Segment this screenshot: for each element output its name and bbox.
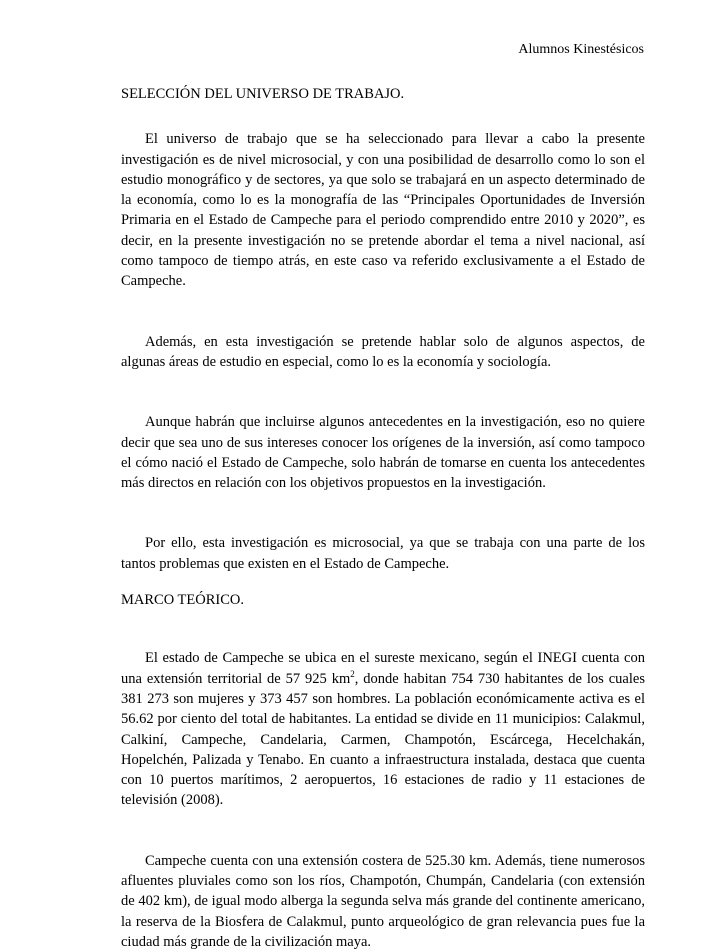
paragraph-marco-1 — [121, 648, 645, 810]
page-header: Alumnos Kinestésicos — [518, 42, 644, 57]
paragraph-universo-4: Por ello, esta investigación es microsocial, ya que se trabaja con una parte de los tantos problemas que existen en el Estado de Campeche. — [121, 535, 645, 572]
paragraph-marco-1-text-b: , donde habitan 754 730 habitantes de los cuales 381 273 son mujeres y 373 457 son hombres. La población económicamente activa es el 56.62 por ciento del total de habitantes. La entidad se divide en 11 municipios: Calakmul, Calkiní, Campeche, Candelaria, Carmen, Champotón, Escárcega, Hecelchakán, Hopelchén, Palizada y Tenabo. En cuanto a infraestructura instalada, destaca que cuenta con 10 puertos marítimos, 2 aeropuertos, 16 estaciones de radio y 11 estaciones de televisión (2008). — [121, 670, 645, 809]
paragraph-universo-2: Además, en esta investigación se pretende hablar solo de algunos aspectos, de algunas áreas de estudio en especial, como lo es la economía y sociología. — [121, 333, 645, 370]
paragraph-universo-1: El universo de trabajo que se ha seleccionado para llevar a cabo la presente investigación es de nivel microsocial, y con una posibilidad de desarrollo como lo son el estudio monográfico y de sectores, ya que solo se trabajará en un aspecto determinado de la economía, como lo es la monografía de las “Principales Oportunidades de Inversión Primaria en el Estado de Campeche para el periodo comprendido entre 2010 y 2020”, es decir, en la presente investigación no se pretende abordar el tema a nivel nacional, así como tampoco de tiempo atrás, en este caso va referido exclusivamente a el Estado de Campeche. — [121, 131, 645, 290]
section-heading-marco-teorico: MARCO TEÓRICO. — [121, 592, 244, 609]
paragraph-universo-3: Aunque habrán que incluirse algunos antecedentes en la investigación, eso no quiere decir que sea uno de sus intereses conocer los orígenes de la inversión, así como tampoco el cómo nació el Estado de Campeche, solo habrán de tomarse en cuenta los antecedentes más directos en relación con los objetivos propuestos en la investigación. — [121, 414, 645, 492]
paragraph-marco-2: Campeche cuenta con una extensión costera de 525.30 km. Además, tiene numerosos afluentes pluviales como son los ríos, Champotón, Chumpán, Candelaria (con extensión de 402 km), de igual modo alberga la segunda selva más grande del continente americano, la reserva de la Biosfera de Calakmul, punto arqueológico de gran relevancia pues fue la ciudad más grande de la civilización maya. — [121, 852, 645, 950]
superscript-2: 2 — [350, 668, 355, 679]
section-heading-universo: SELECCIÓN DEL UNIVERSO DE TRABAJO. — [121, 86, 405, 102]
paragraph-marco-1-text-a: El estado de Campeche se ubica en el sureste mexicano, según el INEGI cuenta con una extensión territorial de 57 925 km — [121, 650, 645, 687]
document-body — [121, 84, 645, 952]
